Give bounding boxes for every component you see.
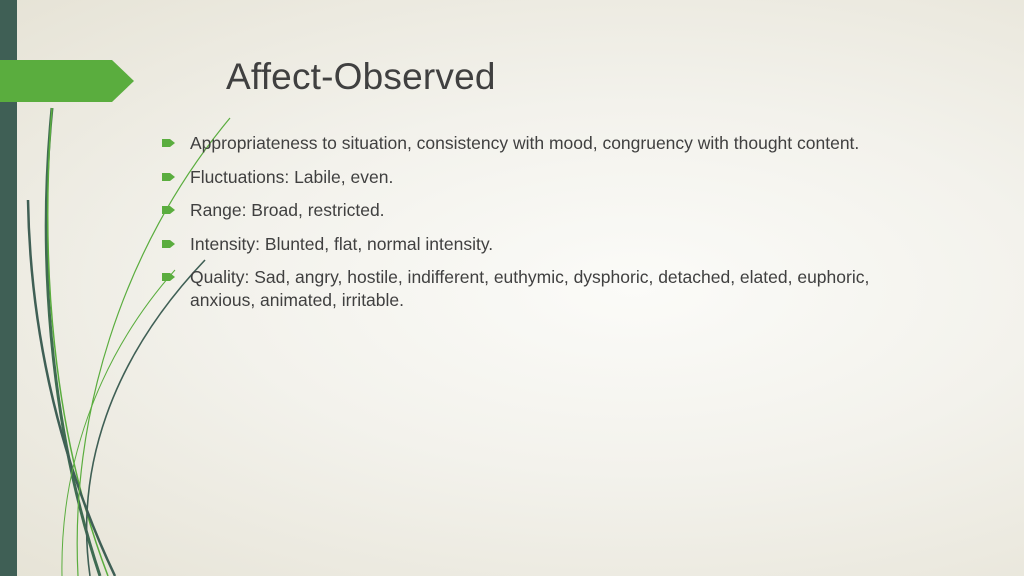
bullet-text: Quality: Sad, angry, hostile, indifferent, euthymic, dysphoric, detached, elated, euphoric, anxious, animated, irritable. [190, 267, 870, 310]
bullet-text: Range: Broad, restricted. [190, 200, 385, 220]
title-tab-arrow [0, 60, 134, 102]
bullet-text: Appropriateness to situation, consistency with mood, congruency with thought content. [190, 133, 860, 153]
bullet-item-fluctuations [160, 166, 880, 189]
bullet-text: Intensity: Blunted, flat, normal intensity. [190, 233, 494, 254]
arrow-bullet-icon [162, 239, 176, 249]
bullet-item-appropriateness [160, 132, 880, 155]
arrow-bullet-icon [162, 172, 176, 182]
bullet-item-quality [160, 266, 880, 312]
arrow-bullet-icon [162, 138, 176, 148]
bullet-item-range [160, 199, 880, 222]
slide-title: Affect-Observed [226, 56, 496, 97]
arrow-bullet-icon [162, 272, 176, 282]
bullet-list [160, 132, 880, 323]
bullet-text: Fluctuations: Labile, even. [190, 166, 394, 187]
bullet-item-intensity [160, 233, 880, 256]
arrow-bullet-icon [162, 205, 176, 215]
